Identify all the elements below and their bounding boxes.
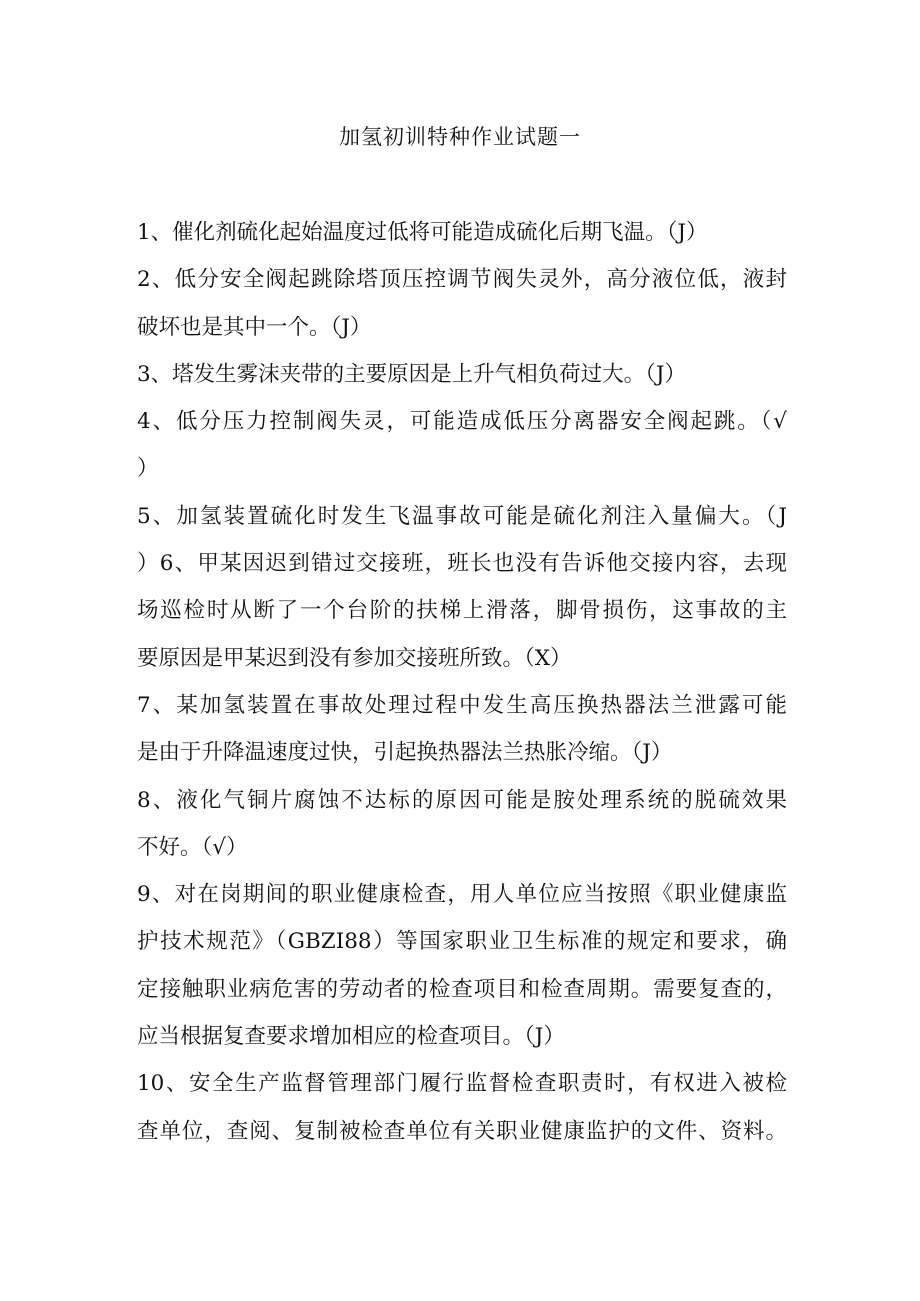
text-line: 10、安全生产监督管理部门履行监督检查职责时，有权进入被检 <box>137 1071 787 1097</box>
text-line: 应当根据复查要求增加相应的检查项目。（J） <box>137 1024 565 1050</box>
text-line: 场巡检时从断了一个台阶的扶梯上滑落，脚骨损伤，这事故的主 <box>137 598 787 624</box>
text-line: ）6、甲某因迟到错过交接班，班长也没有告诉他交接内容，去现 <box>137 551 787 577</box>
text-line: 2、低分安全阀起跳除塔顶压控调节阀失灵外，高分液位低，液封 <box>137 267 787 293</box>
text-line: 是由于升降温速度过快，引起换热器法兰热胀冷缩。（J） <box>137 740 673 766</box>
document-body <box>137 209 787 1155</box>
text-line: 3、塔发生雾沫夹带的主要原因是上升气相负荷过大。（J） <box>137 361 687 387</box>
text-line: 4、低分压力控制阀失灵，可能造成低压分离器安全阀起跳。（√ <box>137 409 787 435</box>
text-line: ） <box>137 456 159 482</box>
text-line: 定接触职业病危害的劳动者的检查项目和检查周期。需要复查的， <box>137 976 787 1002</box>
text-line: 护技术规范》（GBZI88）等国家职业卫生标准的规定和要求，确 <box>137 929 787 955</box>
text-line: 9、对在岗期间的职业健康检查，用人单位应当按照《职业健康监 <box>137 882 787 908</box>
document-title: 加氢初训特种作业试题一 <box>339 125 581 149</box>
text-line: 破坏也是其中一个。（J） <box>137 314 372 340</box>
text-line: 1、催化剂硫化起始温度过低将可能造成硫化后期飞温。（J） <box>137 220 708 245</box>
text-line: 7、某加氢装置在事故处理过程中发生高压换热器法兰泄露可能 <box>137 692 787 718</box>
text-line: 8、液化气铜片腐蚀不达标的原因可能是胺处理系统的脱硫效果 <box>137 787 787 813</box>
text-line: 5、加氢装置硫化时发生飞温事故可能是硫化剂注入量偏大。（J <box>137 503 787 529</box>
text-line: 查单位，查阅、复制被检查单位有关职业健康监护的文件、资料。 <box>137 1118 787 1144</box>
text-line: 要原因是甲某迟到没有参加交接班所致。（X） <box>137 645 572 671</box>
text-line: 不好。（√） <box>137 834 248 860</box>
